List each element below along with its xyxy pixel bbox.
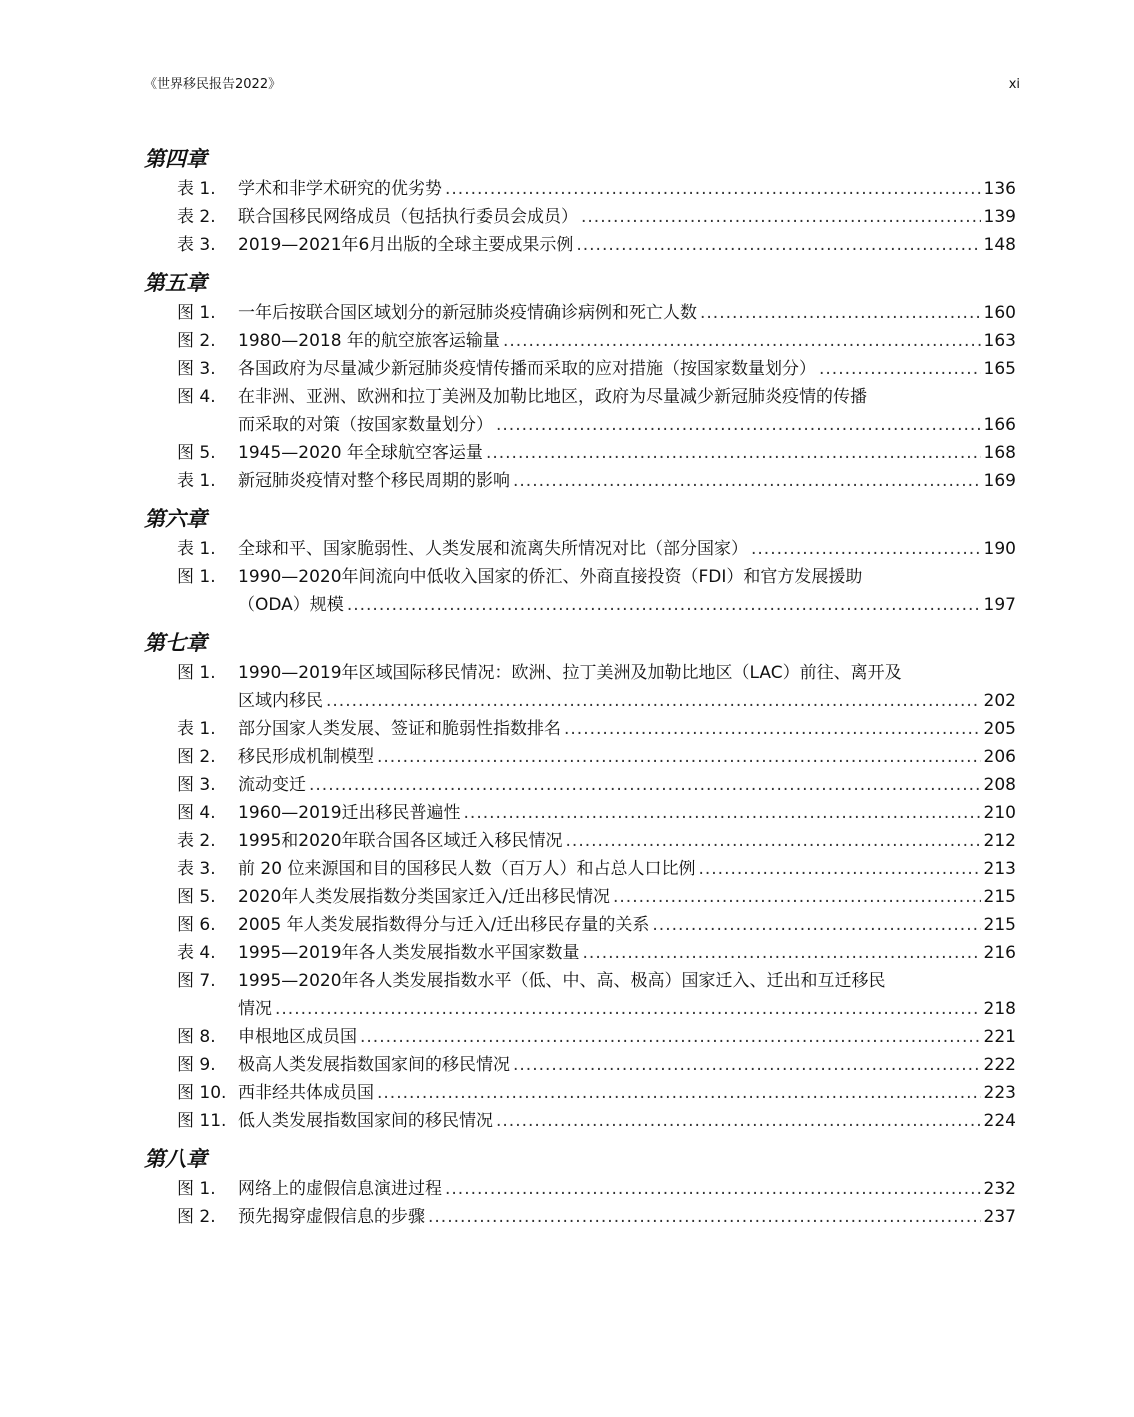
chapter-heading: 第六章: [144, 506, 207, 531]
entry-page-number: 139: [983, 207, 1016, 227]
toc-entry[interactable]: [144, 967, 1016, 1023]
entry-body: [238, 175, 1016, 203]
entry-body: [238, 967, 1016, 1023]
entry-label: 表 1.: [177, 719, 216, 739]
toc-entry[interactable]: [144, 327, 1016, 355]
entry-body: [238, 911, 1016, 939]
entry-label: 图 6.: [177, 915, 216, 935]
entry-last-line: [238, 799, 1016, 827]
toc-entry[interactable]: [144, 799, 1016, 827]
entry-page-number: 205: [983, 719, 1016, 739]
entry-body: [238, 771, 1016, 799]
dot-leader: [581, 203, 981, 231]
entry-title: 1980—2018 年的航空旅客运输量: [238, 331, 500, 351]
entry-body: [238, 1079, 1016, 1107]
entry-label: 图 4.: [177, 803, 216, 823]
chapter-section: [144, 145, 1016, 259]
entry-last-line: [238, 743, 1016, 771]
toc-entry[interactable]: [144, 911, 1016, 939]
entry-title: 极高人类发展指数国家间的移民情况: [238, 1055, 510, 1075]
toc-entry[interactable]: [144, 883, 1016, 911]
toc-entry[interactable]: [144, 827, 1016, 855]
dot-leader: [445, 1175, 981, 1203]
entry-label: 图 5.: [177, 887, 216, 907]
dot-leader: [652, 911, 980, 939]
entry-label: 图 4.: [177, 387, 216, 407]
entry-title-line: 在非洲、亚洲、欧洲和拉丁美洲及加勒比地区，政府为尽量减少新冠肺炎疫情的传播: [238, 387, 867, 407]
entry-title: 流动变迁: [238, 775, 306, 795]
entry-body: [238, 1203, 1016, 1231]
entry-label: 图 7.: [177, 971, 216, 991]
table-of-contents: [144, 145, 1016, 1241]
dot-leader: [464, 799, 981, 827]
entry-title: 而采取的对策（按国家数量划分）: [238, 415, 493, 435]
entry-page-number: 190: [983, 539, 1016, 559]
entry-page-number: 223: [983, 1083, 1016, 1103]
toc-entry[interactable]: [144, 563, 1016, 619]
entry-body: [238, 659, 1016, 715]
toc-entry[interactable]: [144, 855, 1016, 883]
entry-last-line: [238, 771, 1016, 799]
entry-last-line: [238, 591, 1016, 619]
toc-entry[interactable]: [144, 439, 1016, 467]
entry-label: 表 1.: [177, 179, 216, 199]
entry-title: 全球和平、国家脆弱性、人类发展和流离失所情况对比（部分国家）: [238, 539, 748, 559]
entry-label: 表 4.: [177, 943, 216, 963]
entry-title: 移民形成机制模型: [238, 747, 374, 767]
dot-leader: [445, 175, 981, 203]
page-header: [144, 76, 1020, 94]
dot-leader: [700, 299, 981, 327]
entry-last-line: [238, 1079, 1016, 1107]
entry-label: 表 1.: [177, 471, 216, 491]
entry-title: 前 20 位来源国和目的国移民人数（百万人）和占总人口比例: [238, 859, 696, 879]
entry-label: 图 9.: [177, 1055, 216, 1075]
entry-last-line: [238, 939, 1016, 967]
entry-body: [238, 299, 1016, 327]
entry-last-line: [238, 1203, 1016, 1231]
chapter-heading: 第五章: [144, 270, 207, 295]
entry-body: [238, 855, 1016, 883]
dot-leader: [309, 771, 981, 799]
chapter-section: [144, 505, 1016, 619]
entry-body: [238, 203, 1016, 231]
entry-title: 2020年人类发展指数分类国家迁入/迁出移民情况: [238, 887, 610, 907]
entry-page-number: 136: [983, 179, 1016, 199]
entry-page-number: 160: [983, 303, 1016, 323]
dot-leader: [576, 231, 980, 259]
entry-page-number: 237: [983, 1207, 1016, 1227]
entry-label: 图 1.: [177, 567, 216, 587]
entry-title: 学术和非学术研究的优劣势: [238, 179, 442, 199]
entry-last-line: [238, 1051, 1016, 1079]
chapter-heading: 第八章: [144, 1146, 207, 1171]
entry-page-number: 210: [983, 803, 1016, 823]
entry-label: 图 8.: [177, 1027, 216, 1047]
toc-entry[interactable]: [144, 771, 1016, 799]
dot-leader: [275, 995, 981, 1023]
dot-leader: [428, 1203, 981, 1231]
entry-page-number: 215: [983, 915, 1016, 935]
entry-label: 表 2.: [177, 831, 216, 851]
entry-body: [238, 467, 1016, 495]
dot-leader: [564, 715, 981, 743]
running-title: 《世界移民报告2022》: [144, 77, 282, 92]
dot-leader: [751, 535, 981, 563]
toc-entry[interactable]: [144, 1023, 1016, 1051]
entry-body: [238, 1107, 1016, 1135]
entry-last-line: [238, 855, 1016, 883]
entry-title: 各国政府为尽量减少新冠肺炎疫情传播而采取的应对措施（按国家数量划分）: [238, 359, 816, 379]
toc-entry[interactable]: [144, 355, 1016, 383]
entry-title: 网络上的虚假信息演进过程: [238, 1179, 442, 1199]
entry-page-number: 197: [983, 595, 1016, 615]
entry-body: [238, 883, 1016, 911]
toc-entry[interactable]: [144, 299, 1016, 327]
entry-title: 区域内移民: [238, 691, 323, 711]
dot-leader: [819, 355, 981, 383]
entry-last-line: [238, 687, 1016, 715]
entry-title: 1995和2020年联合国各区域迁入移民情况: [238, 831, 563, 851]
entry-title: 联合国移民网络成员（包括执行委员会成员）: [238, 207, 578, 227]
entry-label: 表 3.: [177, 859, 216, 879]
entry-title: 1995—2019年各人类发展指数水平国家数量: [238, 943, 580, 963]
entry-body: [238, 1023, 1016, 1051]
dot-leader: [513, 467, 981, 495]
toc-entry[interactable]: [144, 743, 1016, 771]
entry-title: 低人类发展指数国家间的移民情况: [238, 1111, 493, 1131]
entry-body: [238, 799, 1016, 827]
chapter-section: [144, 269, 1016, 495]
entry-body: [238, 563, 1016, 619]
dot-leader: [496, 411, 981, 439]
entry-page-number: 202: [983, 691, 1016, 711]
entry-title: 1945—2020 年全球航空客运量: [238, 443, 483, 463]
entry-label: 图 2.: [177, 747, 216, 767]
entry-page-number: 215: [983, 887, 1016, 907]
toc-entry[interactable]: [144, 939, 1016, 967]
entry-label: 图 1.: [177, 663, 216, 683]
entry-title: 2019—2021年6月出版的全球主要成果示例: [238, 235, 574, 255]
entry-label: 表 2.: [177, 207, 216, 227]
dot-leader: [503, 327, 981, 355]
dot-leader: [377, 1079, 981, 1107]
entry-last-line: [238, 995, 1016, 1023]
entry-body: [238, 535, 1016, 563]
entry-body: [238, 1051, 1016, 1079]
entry-label: 图 11.: [177, 1111, 227, 1131]
entry-last-line: [238, 355, 1016, 383]
entry-title-line: 1990—2020年间流向中低收入国家的侨汇、外商直接投资（FDI）和官方发展援助: [238, 567, 863, 587]
entry-last-line: [238, 883, 1016, 911]
entry-title: 新冠肺炎疫情对整个移民周期的影响: [238, 471, 510, 491]
entry-label: 图 3.: [177, 775, 216, 795]
dot-leader: [377, 743, 981, 771]
entry-body: [238, 715, 1016, 743]
entry-body: [238, 231, 1016, 259]
entry-page-number: 208: [983, 775, 1016, 795]
toc-entry[interactable]: [144, 1107, 1016, 1135]
dot-leader: [326, 687, 981, 715]
chapter-heading: 第四章: [144, 146, 207, 171]
entry-page-number: 163: [983, 331, 1016, 351]
entry-title: 一年后按联合国区域划分的新冠肺炎疫情确诊病例和死亡人数: [238, 303, 697, 323]
entry-page-number: 216: [983, 943, 1016, 963]
entry-title-line: 1995—2020年各人类发展指数水平（低、中、高、极高）国家迁入、迁出和互迁移民: [238, 971, 886, 991]
entry-title: 西非经共体成员国: [238, 1083, 374, 1103]
entry-page-number: 168: [983, 443, 1016, 463]
toc-entry[interactable]: [144, 175, 1016, 203]
entry-last-line: [238, 715, 1016, 743]
toc-entry[interactable]: [144, 1051, 1016, 1079]
toc-entry[interactable]: [144, 467, 1016, 495]
entry-body: [238, 939, 1016, 967]
entry-title: 申根地区成员国: [238, 1027, 357, 1047]
entry-last-line: [238, 327, 1016, 355]
dot-leader: [583, 939, 981, 967]
entry-body: [238, 383, 1016, 439]
entry-body: [238, 355, 1016, 383]
entry-label: 图 5.: [177, 443, 216, 463]
entry-last-line: [238, 299, 1016, 327]
dot-leader: [513, 1051, 981, 1079]
entry-body: [238, 327, 1016, 355]
entry-last-line: [238, 827, 1016, 855]
entry-page-number: 166: [983, 415, 1016, 435]
page-number: xi: [1008, 77, 1020, 92]
entry-last-line: [238, 911, 1016, 939]
entry-label: 表 1.: [177, 539, 216, 559]
dot-leader: [613, 883, 981, 911]
entry-page-number: 165: [983, 359, 1016, 379]
entry-page-number: 148: [983, 235, 1016, 255]
entry-last-line: [238, 203, 1016, 231]
entry-label: 图 10.: [177, 1083, 227, 1103]
chapter-section: [144, 1145, 1016, 1231]
entry-page-number: 213: [983, 859, 1016, 879]
entry-label: 表 3.: [177, 235, 216, 255]
toc-entry[interactable]: [144, 203, 1016, 231]
entry-last-line: [238, 467, 1016, 495]
entry-page-number: 169: [983, 471, 1016, 491]
entry-label: 图 3.: [177, 359, 216, 379]
toc-entry[interactable]: [144, 383, 1016, 439]
entry-last-line: [238, 231, 1016, 259]
entry-body: [238, 1175, 1016, 1203]
toc-entry[interactable]: [144, 535, 1016, 563]
entry-last-line: [238, 411, 1016, 439]
chapter-heading: 第七章: [144, 630, 207, 655]
toc-entry[interactable]: [144, 1175, 1016, 1203]
entry-page-number: 222: [983, 1055, 1016, 1075]
entry-title: 预先揭穿虚假信息的步骤: [238, 1207, 425, 1227]
entry-label: 图 2.: [177, 331, 216, 351]
entry-page-number: 224: [983, 1111, 1016, 1131]
dot-leader: [566, 827, 981, 855]
entry-title: 2005 年人类发展指数得分与迁入/迁出移民存量的关系: [238, 915, 650, 935]
toc-entry[interactable]: [144, 659, 1016, 715]
entry-page-number: 212: [983, 831, 1016, 851]
entry-page-number: 232: [983, 1179, 1016, 1199]
entry-label: 图 1.: [177, 303, 216, 323]
entry-title: 部分国家人类发展、签证和脆弱性指数排名: [238, 719, 561, 739]
entry-label: 图 2.: [177, 1207, 216, 1227]
entry-title: （ODA）规模: [238, 595, 344, 615]
dot-leader: [360, 1023, 981, 1051]
dot-leader: [347, 591, 981, 619]
toc-entry[interactable]: [144, 231, 1016, 259]
entry-body: [238, 743, 1016, 771]
entry-last-line: [238, 1175, 1016, 1203]
entry-last-line: [238, 1023, 1016, 1051]
chapter-section: [144, 629, 1016, 1135]
entry-last-line: [238, 535, 1016, 563]
entry-page-number: 206: [983, 747, 1016, 767]
toc-entry[interactable]: [144, 1203, 1016, 1231]
entry-last-line: [238, 439, 1016, 467]
toc-entry[interactable]: [144, 1079, 1016, 1107]
entry-title: 1960—2019迁出移民普遍性: [238, 803, 461, 823]
dot-leader: [496, 1107, 981, 1135]
entry-body: [238, 827, 1016, 855]
entry-page-number: 221: [983, 1027, 1016, 1047]
entry-page-number: 218: [983, 999, 1016, 1019]
entry-label: 图 1.: [177, 1179, 216, 1199]
entry-last-line: [238, 175, 1016, 203]
entry-title-line: 1990—2019年区域国际移民情况：欧洲、拉丁美洲及加勒比地区（LAC）前往、离开及: [238, 663, 902, 683]
dot-leader: [486, 439, 981, 467]
toc-entry[interactable]: [144, 715, 1016, 743]
entry-body: [238, 439, 1016, 467]
entry-last-line: [238, 1107, 1016, 1135]
entry-title: 情况: [238, 999, 272, 1019]
dot-leader: [698, 855, 980, 883]
